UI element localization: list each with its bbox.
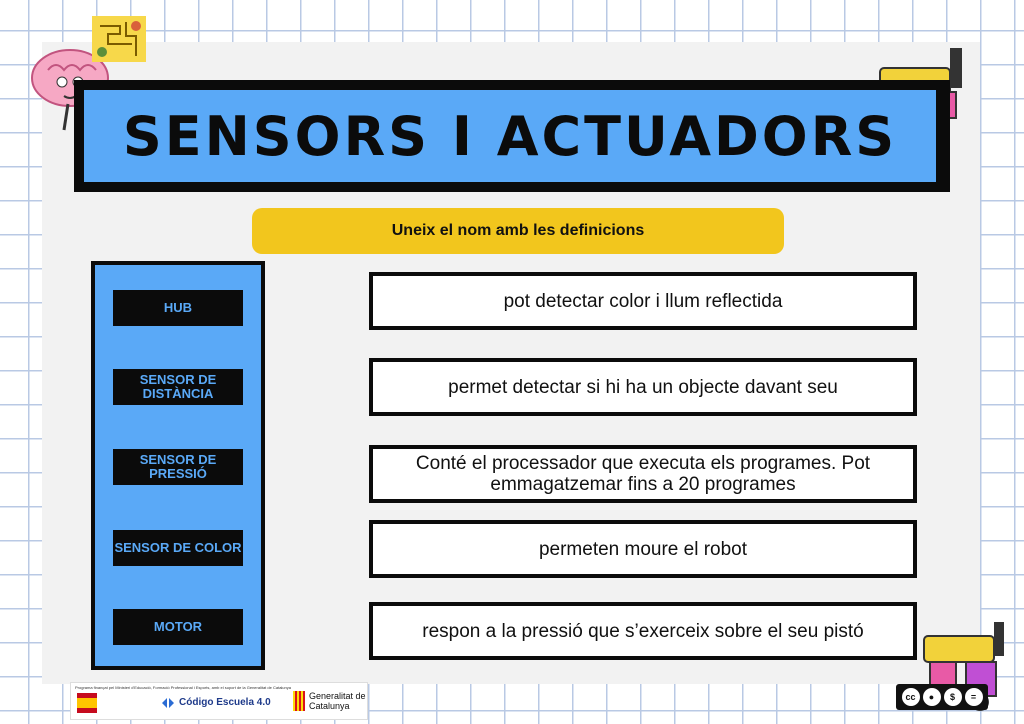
name-hub[interactable]: HUB	[113, 290, 243, 326]
funding-note: Programa finançat pel Ministeri d'Educació, Formació Professional i Esports, amb el suport de la Generalitat de Catalunya	[75, 685, 291, 690]
cc-icon: cc	[902, 688, 920, 706]
codigo-escuela-icon	[161, 697, 175, 709]
definition-5[interactable]: respon a la pressió que s’exerceix sobre el seu pistó	[369, 602, 917, 660]
title-banner	[80, 86, 940, 186]
definition-4[interactable]: permeten moure el robot	[369, 520, 917, 578]
name-motor[interactable]: MOTOR	[113, 609, 243, 645]
name-sensor-distancia[interactable]: SENSOR DE DISTÀNCIA	[113, 369, 243, 405]
generalitat-flag-icon	[293, 691, 305, 711]
by-icon: ●	[923, 688, 941, 706]
spain-flag-icon	[77, 693, 97, 713]
name-sensor-pressio[interactable]: SENSOR DE PRESSIÓ	[113, 449, 243, 485]
nc-icon: $	[944, 688, 962, 706]
license-badge	[896, 684, 988, 710]
codigo-escuela-logo: Código Escuela 4.0	[179, 697, 271, 708]
page-title: SENSORS I ACTUADORS	[122, 104, 898, 168]
nd-icon: =	[965, 688, 983, 706]
instruction-banner: Uneix el nom amb les definicions	[252, 208, 784, 254]
generalitat-logo: Generalitat de Catalunya	[309, 691, 366, 711]
definition-3[interactable]: Conté el processador que executa els programes. Pot emmagatzemar fins a 20 programes	[369, 445, 917, 503]
definition-2[interactable]: permet detectar si hi ha un objecte davant seu	[369, 358, 917, 416]
funding-logos	[70, 682, 368, 720]
definition-1[interactable]: pot detectar color i llum reflectida	[369, 272, 917, 330]
name-sensor-color[interactable]: SENSOR DE COLOR	[113, 530, 243, 566]
maze-note-icon	[92, 16, 146, 62]
